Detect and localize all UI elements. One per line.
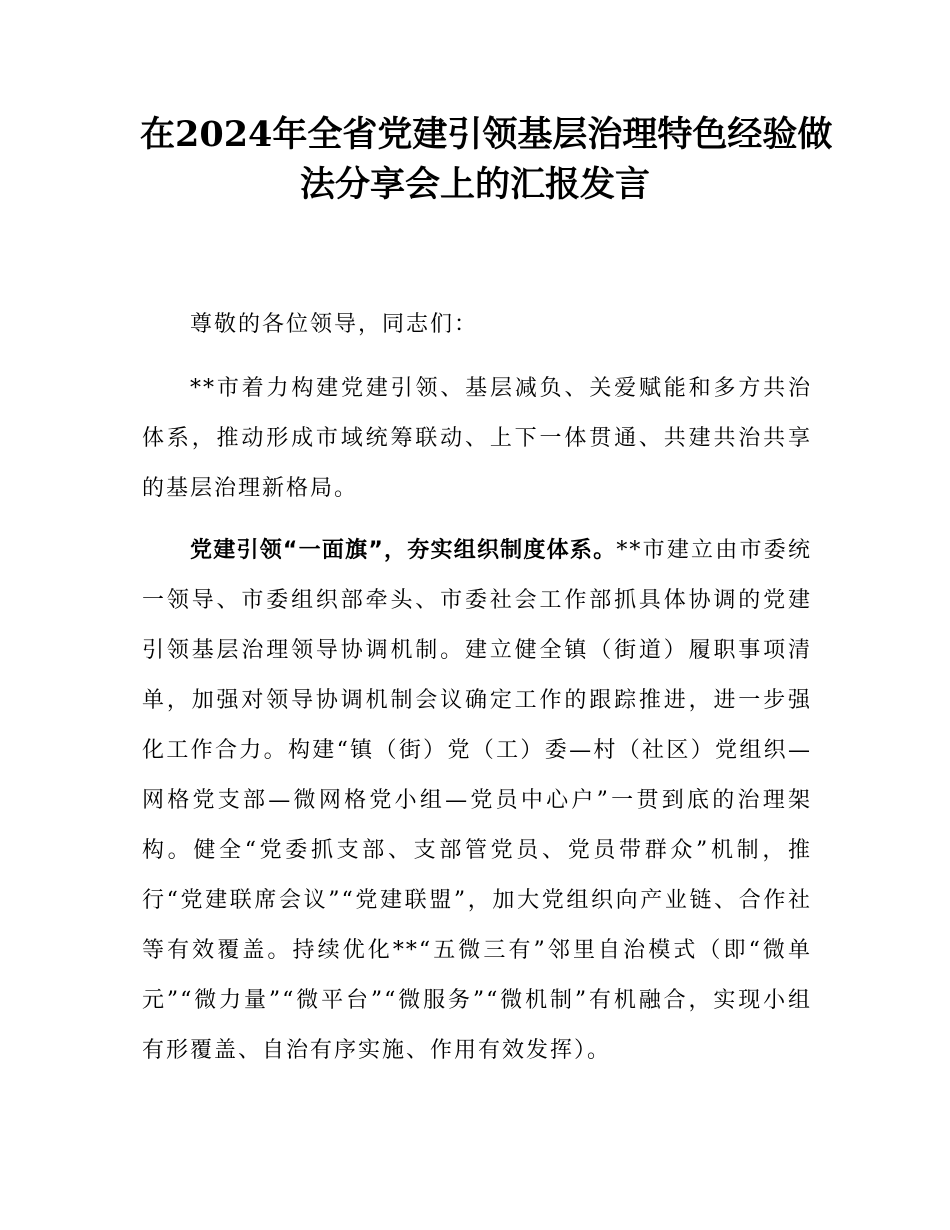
- intro-paragraph: **市着力构建党建引领、基层减负、关爱赋能和多方共治体系，推动形成市域统筹联动、上下一体贯通、共建共治共享的基层治理新格局。: [142, 376, 812, 501]
- document-title: [140, 110, 833, 210]
- title-line-1: 在2024年全省党建引领基层治理特色经验做: [140, 114, 833, 155]
- document-body: [142, 300, 812, 1088]
- section-1-body: **市建立由市委统一领导、市委组织部牵头、市委社会工作部抓具体协调的党建引领基层治理领导协调机制。建立健全镇（街道）履职事项清单，加强对领导协调机制会议确定工作的跟踪推进，进一步强化工作合力。构建“镇（街）党（工）委—村（社区）党组织—网格党支部—微网格党小组—党员中心户”一贯到底的治理架构。健全“党委抓支部、支部管党员、党员带群众”机制，推行“党建联席会议”“党建联盟”，加大党组织向产业链、合作社等有效覆盖。持续优化**“五微三有”邻里自治模式（即“微单元”“微力量”“微平台”“微服务”“微机制”有机融合，实现小组有形覆盖、自治有序实施、作用有效发挥）。: [142, 538, 812, 1063]
- title-line-2: 法分享会上的汇报发言: [299, 164, 650, 205]
- greeting-paragraph: 尊敬的各位领导，同志们：: [190, 312, 479, 337]
- section-1-paragraph: [142, 526, 812, 1076]
- section-1-heading: 党建引领“一面旗”，夯实组织制度体系。: [190, 538, 617, 563]
